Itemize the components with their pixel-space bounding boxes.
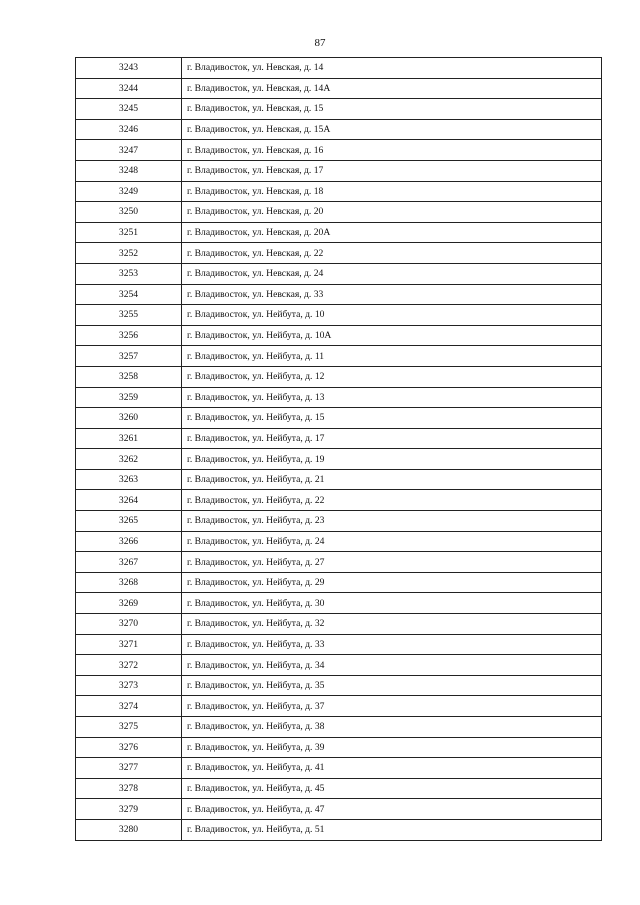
page-number: 87 [314,37,326,49]
address-cell: г. Владивосток, ул. Невская, д. 17 [182,160,602,181]
table-row [76,387,602,408]
row-number-cell: 3249 [76,181,182,202]
address-table-body [76,58,602,841]
row-number-cell: 3264 [76,490,182,511]
address-cell: г. Владивосток, ул. Нейбута, д. 13 [182,387,602,408]
address-cell: г. Владивосток, ул. Невская, д. 22 [182,243,602,264]
row-number-cell: 3261 [76,428,182,449]
table-row [76,675,602,696]
table-row [76,634,602,655]
row-number-cell: 3280 [76,819,182,840]
address-cell: г. Владивосток, ул. Невская, д. 16 [182,140,602,161]
table-row [76,490,602,511]
table-row [76,552,602,573]
table-row [76,140,602,161]
address-cell: г. Владивосток, ул. Нейбута, д. 17 [182,428,602,449]
table-row [76,449,602,470]
table-row [76,572,602,593]
table-row [76,263,602,284]
table-row [76,284,602,305]
row-number-cell: 3269 [76,593,182,614]
address-cell: г. Владивосток, ул. Невская, д. 14 [182,58,602,79]
row-number-cell: 3267 [76,552,182,573]
table-row [76,696,602,717]
row-number-cell: 3270 [76,614,182,635]
row-number-cell: 3251 [76,222,182,243]
address-cell: г. Владивосток, ул. Невская, д. 18 [182,181,602,202]
address-cell: г. Владивосток, ул. Нейбута, д. 32 [182,614,602,635]
table-row [76,346,602,367]
address-cell: г. Владивосток, ул. Невская, д. 14А [182,78,602,99]
row-number-cell: 3274 [76,696,182,717]
row-number-cell: 3266 [76,531,182,552]
address-cell: г. Владивосток, ул. Нейбута, д. 10 [182,305,602,326]
address-cell: г. Владивосток, ул. Невская, д. 24 [182,263,602,284]
row-number-cell: 3278 [76,778,182,799]
row-number-cell: 3277 [76,758,182,779]
table-row [76,99,602,120]
table-row [76,593,602,614]
address-cell: г. Владивосток, ул. Нейбута, д. 12 [182,366,602,387]
address-cell: г. Владивосток, ул. Нейбута, д. 29 [182,572,602,593]
row-number-cell: 3250 [76,202,182,223]
row-number-cell: 3262 [76,449,182,470]
address-cell: г. Владивосток, ул. Невская, д. 15А [182,119,602,140]
row-number-cell: 3276 [76,737,182,758]
table-row [76,58,602,79]
row-number-cell: 3259 [76,387,182,408]
address-cell: г. Владивосток, ул. Нейбута, д. 21 [182,469,602,490]
address-cell: г. Владивосток, ул. Нейбута, д. 37 [182,696,602,717]
row-number-cell: 3255 [76,305,182,326]
address-cell: г. Владивосток, ул. Невская, д. 33 [182,284,602,305]
address-cell: г. Владивосток, ул. Нейбута, д. 10А [182,325,602,346]
address-cell: г. Владивосток, ул. Нейбута, д. 39 [182,737,602,758]
table-row [76,799,602,820]
row-number-cell: 3247 [76,140,182,161]
table-row [76,655,602,676]
row-number-cell: 3258 [76,366,182,387]
row-number-cell: 3279 [76,799,182,820]
address-cell: г. Владивосток, ул. Нейбута, д. 23 [182,511,602,532]
address-table [75,57,602,841]
table-row [76,78,602,99]
row-number-cell: 3253 [76,263,182,284]
address-cell: г. Владивосток, ул. Нейбута, д. 41 [182,758,602,779]
address-cell: г. Владивосток, ул. Нейбута, д. 34 [182,655,602,676]
row-number-cell: 3275 [76,717,182,738]
address-cell: г. Владивосток, ул. Нейбута, д. 38 [182,717,602,738]
address-cell: г. Владивосток, ул. Нейбута, д. 11 [182,346,602,367]
address-cell: г. Владивосток, ул. Нейбута, д. 19 [182,449,602,470]
row-number-cell: 3272 [76,655,182,676]
row-number-cell: 3254 [76,284,182,305]
row-number-cell: 3263 [76,469,182,490]
table-row [76,428,602,449]
table-row [76,366,602,387]
address-cell: г. Владивосток, ул. Нейбута, д. 45 [182,778,602,799]
address-cell: г. Владивосток, ул. Нейбута, д. 22 [182,490,602,511]
row-number-cell: 3243 [76,58,182,79]
address-cell: г. Владивосток, ул. Нейбута, д. 47 [182,799,602,820]
row-number-cell: 3246 [76,119,182,140]
row-number-cell: 3248 [76,160,182,181]
row-number-cell: 3273 [76,675,182,696]
address-cell: г. Владивосток, ул. Невская, д. 20А [182,222,602,243]
row-number-cell: 3252 [76,243,182,264]
table-row [76,243,602,264]
address-cell: г. Владивосток, ул. Невская, д. 20 [182,202,602,223]
table-row [76,222,602,243]
table-row [76,717,602,738]
address-cell: г. Владивосток, ул. Нейбута, д. 33 [182,634,602,655]
address-cell: г. Владивосток, ул. Нейбута, д. 30 [182,593,602,614]
row-number-cell: 3257 [76,346,182,367]
address-cell: г. Владивосток, ул. Нейбута, д. 35 [182,675,602,696]
address-cell: г. Владивосток, ул. Нейбута, д. 51 [182,819,602,840]
table-row [76,614,602,635]
row-number-cell: 3265 [76,511,182,532]
table-row [76,202,602,223]
table-row [76,778,602,799]
row-number-cell: 3271 [76,634,182,655]
table-row [76,469,602,490]
table-row [76,160,602,181]
table-row [76,737,602,758]
row-number-cell: 3245 [76,99,182,120]
table-row [76,119,602,140]
row-number-cell: 3244 [76,78,182,99]
table-row [76,408,602,429]
table-row [76,819,602,840]
table-row [76,758,602,779]
address-cell: г. Владивосток, ул. Нейбута, д. 24 [182,531,602,552]
table-row [76,305,602,326]
row-number-cell: 3256 [76,325,182,346]
row-number-cell: 3268 [76,572,182,593]
table-row [76,531,602,552]
table-row [76,511,602,532]
table-row [76,325,602,346]
row-number-cell: 3260 [76,408,182,429]
address-cell: г. Владивосток, ул. Невская, д. 15 [182,99,602,120]
address-cell: г. Владивосток, ул. Нейбута, д. 15 [182,408,602,429]
table-row [76,181,602,202]
address-cell: г. Владивосток, ул. Нейбута, д. 27 [182,552,602,573]
